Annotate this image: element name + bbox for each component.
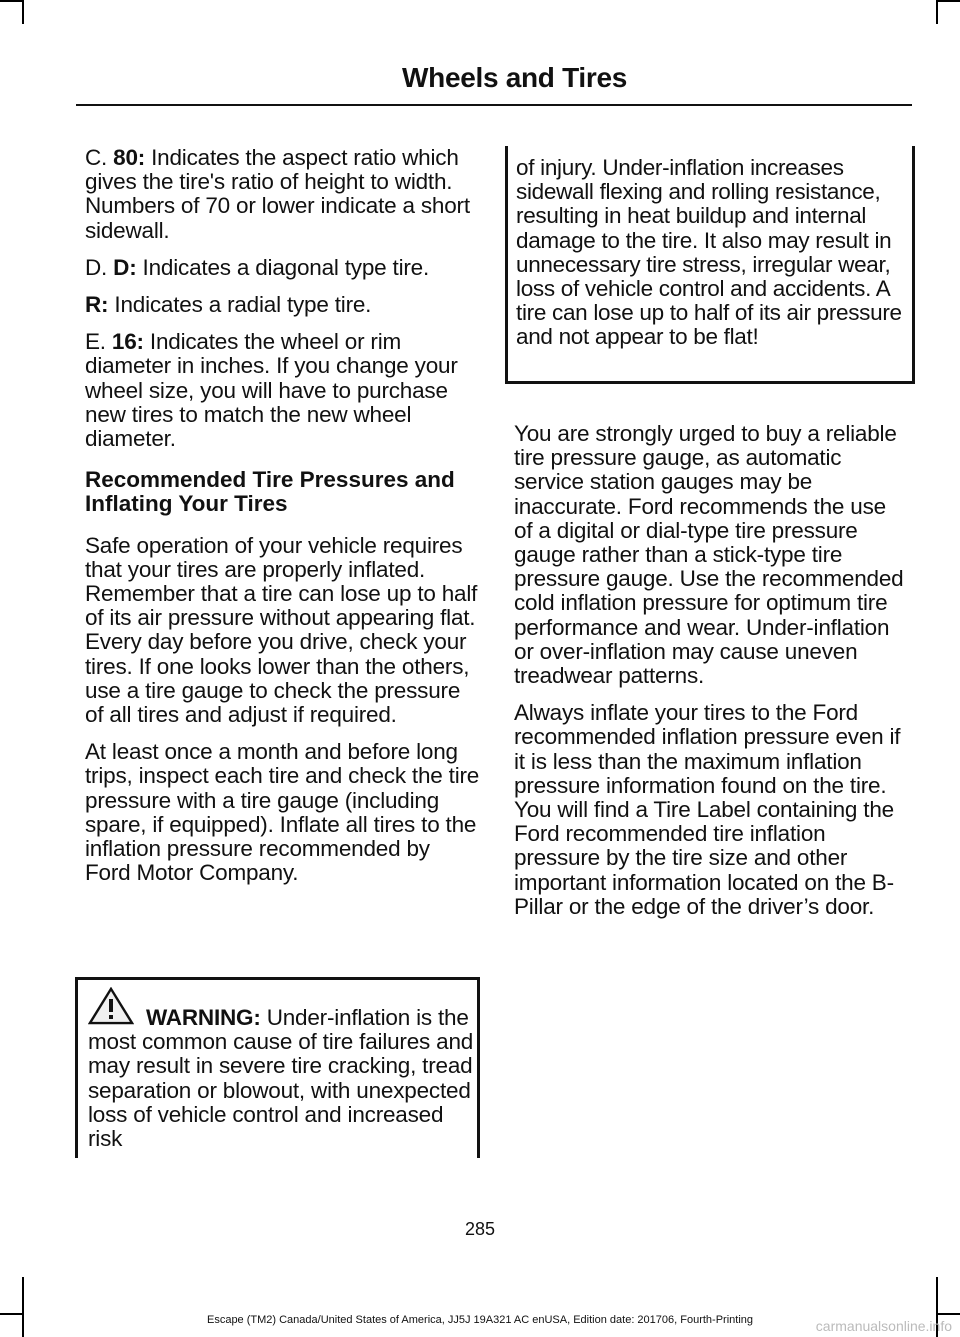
- crop-mark: [22, 1277, 24, 1337]
- item-e: [85, 330, 480, 451]
- paragraph: Always inflate your tires to the Ford recommended inflation pressure even if it is less than the maximum inflation pressure information found on the tire. You will find a Tire Label containing the Ford recommended tire inflation pressure by the tire size and other important information located on the B-Pillar or the edge of the driver’s door.: [514, 700, 901, 919]
- paragraph: At least once a month and before long trips, inspect each tire and check the tire pressure with a tire gauge (including spare, if equipped). Inflate all tires to the inflation pressure recommended by Ford Motor Company.: [85, 739, 480, 886]
- warning-text-start: Under-inflation is the most common cause of tire failures and may result in severe tire cracking, tread separation or blowout, with unexpected loss of vehicle control and increased risk: [88, 1005, 474, 1152]
- item-c: [85, 146, 480, 243]
- item-r-text: Indicates a radial type tire.: [108, 292, 372, 318]
- right-column: [514, 422, 909, 932]
- item-r: [85, 293, 480, 317]
- warning-box-continued: [505, 146, 915, 384]
- item-e-code: 16:: [111, 329, 144, 355]
- crop-mark: [936, 0, 960, 2]
- crop-mark: [936, 0, 938, 24]
- warning-label: WARNING:: [146, 1005, 261, 1030]
- section-heading: Recommended Tire Pressures and Inflating Your Tires: [85, 467, 455, 517]
- item-c-code: 80:: [113, 145, 146, 170]
- footer-text: Escape (TM2) Canada/United States of America, JJ5J 19A321 AC enUSA, Edition date: 201706, Fourth-Printing: [206, 1314, 754, 1326]
- page-header-title: Wheels and Tires: [402, 62, 627, 93]
- header-divider: [76, 104, 912, 106]
- paragraph: Safe operation of your vehicle requires that your tires are properly inflated. Remember that a tire can lose up to half of its air pressure without appearing flat. Every day before you drive, check your tires. If one looks lower than the others, use a tire gauge to check the pressure of all tires and adjust if required.: [85, 532, 478, 728]
- warning-box: [75, 977, 480, 1158]
- item-e-text: Indicates the wheel or rim diameter in inches. If you change your wheel size, you will have to purchase new tires to match the new wheel diameter.: [85, 329, 458, 452]
- warning-text-continued: of injury. Under-inflation increases sidewall flexing and rolling resistance, resulting in heat buildup and internal damage to the tire. It also may result in unnecessary tire stress, irregular wear, loss of vehicle control and accidents. A tire can lose up to half of its air pressure and not appear to be flat!: [516, 155, 902, 350]
- paragraph: You are strongly urged to buy a reliable tire pressure gauge, as automatic service station gauges may be inaccurate. Ford recommends the use of a digital or dial-type tire pressure gauge rather than a stick-type tire pressure gauge. Use the recommended cold inflation pressure for optimum tire performance and wear. Under-inflation or over-inflation may cause uneven treadwear patterns.: [514, 421, 904, 689]
- item-c-text: Indicates the aspect ratio which gives the tire's ratio of height to width. Numbers of 70 or lower indicate a short sidewall.: [85, 145, 470, 243]
- crop-mark: [22, 0, 24, 24]
- item-d: [85, 256, 480, 280]
- left-column: [85, 146, 480, 898]
- item-r-code: R:: [85, 292, 109, 318]
- item-c-prefix: C.: [85, 145, 114, 170]
- watermark: carmanualsonline.info: [815, 1318, 952, 1334]
- item-d-code: D:: [113, 254, 137, 280]
- item-d-prefix: D.: [85, 254, 114, 280]
- warning-text: [88, 1006, 480, 1151]
- crop-mark: [0, 0, 24, 2]
- item-d-text: Indicates a diagonal type tire.: [136, 254, 430, 280]
- item-e-prefix: E.: [85, 329, 112, 355]
- page-number: 285: [464, 1219, 496, 1239]
